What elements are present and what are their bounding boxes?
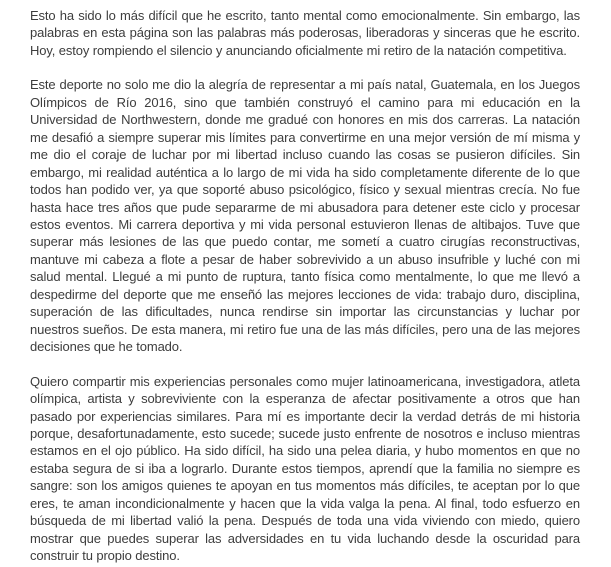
- paragraph-retirement-announcement: Esto ha sido lo más difícil que he escrito, tanto mental como emocionalmente. Sin embargo, las palabras en esta página son las palabras más poderosas, liberadoras y sinceras que he escrito. Hoy, estoy rompiendo el silencio y anunciando oficialmente mi retiro de la natación competitiva.: [30, 8, 580, 58]
- paragraph-message-of-hope: Quiero compartir mis experiencias personales como mujer latinoamericana, investigadora, atleta olímpica, artista y sobreviviente con la esperanza de afectar positivamente a otros que han pasado por experiencias similares. Para mí es importante decir la verdad detrás de mi historia porque, desafortunadamente, esto sucede; sucede justo enfrente de nosotros e incluso mientras estamos en el ojo público. Ha sido difícil, ha sido una pelea diaria, y hubo momentos en que no estaba segura de si iba a lograrlo. Durante estos tiempos, aprendí que la familia no siempre es sangre: son los amigos quienes te apoyan en tus momentos más difíciles, te aceptan por lo que eres, te aman incondicionalmente y hacen que la vida valga la pena. Al final, todo esfuerzo en búsqueda de mi libertad valió la pena. Después de toda una vida viviendo con miedo, quiero mostrar que puedes superar las adversidades en tu vida luchando desde la oscuridad para construir tu propio destino.: [30, 373, 580, 564]
- paragraph-career-story: Este deporte no solo me dio la alegría de representar a mi país natal, Guatemala, en los Juegos Olímpicos de Río 2016, sino que también construyó el camino para mi educación en la Universidad de Northwestern, donde me gradué con honores en mis dos carreras. La natación me desafió a siempre superar mis límites para convertirme en una mejor versión de mí misma y me dio el coraje de luchar por mi libertad incluso cuando las cosas se pusieron difíciles. Sin embargo, mi realidad auténtica a lo largo de mi vida ha sido completamente diferente de lo que todos han podido ver, ya que soporté abuso psicológico, físico y sexual mientras crecía. No fue hasta hace tres años que pude separarme de mi abusadora para detener este ciclo y procesar estos eventos. Mi carrera deportiva y mi vida personal estuvieron llenas de altibajos. Tuve que superar más lesiones de las que puedo contar, me sometí a cuatro cirugías reconstructivas, mantuve mi cabeza a flote a pesar de haber sobrevivido a un abuso insufrible y luché con mi salud mental. Llegué a mi punto de ruptura, tanto física como mentalmente, lo que me llevó a despedirme del deporte que me enseñó las mejores lecciones de vida: trabajo duro, disciplina, superación de las dificultades, nunca rendirse sin importar las circunstancias y luchar por nuestros sueños. De esta manera, mi retiro fue una de las más difíciles, pero una de las mejores decisiones que he tomado.: [30, 77, 580, 355]
